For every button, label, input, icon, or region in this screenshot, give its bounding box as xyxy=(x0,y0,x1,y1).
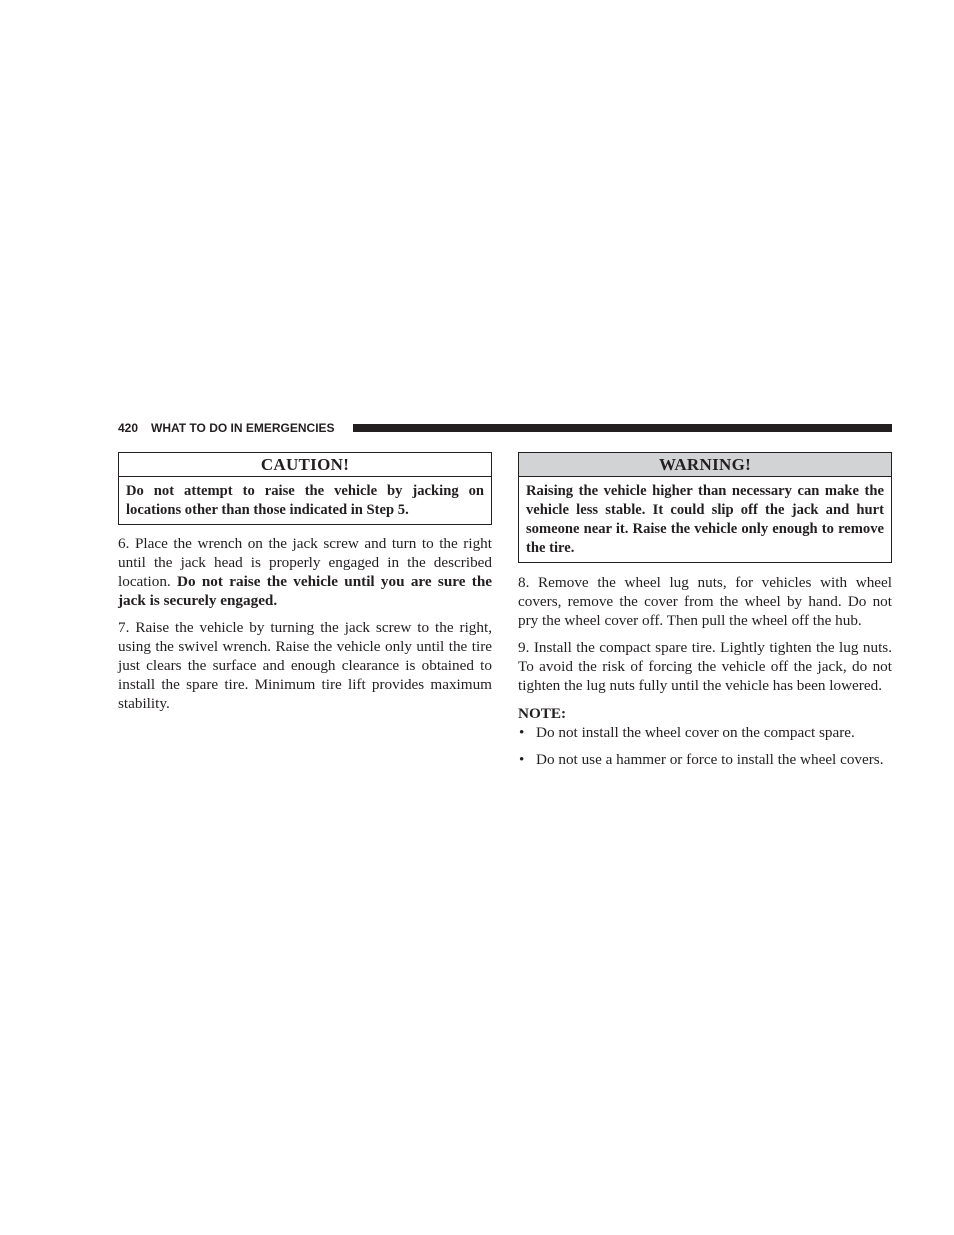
note-item-text: Do not install the wheel cover on the compact spare. xyxy=(536,724,855,741)
step-6-text: 6. Place the wrench on the jack screw and turn to the right until the jack head is properly engaged in the described location. xyxy=(118,535,492,590)
note-item xyxy=(518,723,892,742)
caution-text: Do not attempt to raise the vehicle by jacking on locations other than those indicated in Step 5. xyxy=(126,483,484,518)
note-item xyxy=(518,750,892,769)
header-rule xyxy=(353,424,892,432)
bullet-icon: • xyxy=(519,724,525,741)
note-label: NOTE: xyxy=(518,705,567,722)
warning-text: Raising the vehicle higher than necessary can make the vehicle less stable. It could slip off the jack and hurt someone near it. Raise the vehicle only enough to remove the tire. xyxy=(526,483,884,556)
bullet-icon: • xyxy=(519,751,525,768)
step-6 xyxy=(118,534,492,610)
left-column xyxy=(118,452,492,713)
caution-box xyxy=(118,452,492,525)
step-9: 9. Install the compact spare tire. Lightly tighten the lug nuts. To avoid the risk of forcing the vehicle off the jack, do not tighten the lug nuts fully until the vehicle has been lowered. xyxy=(518,639,892,694)
page-number: 420 xyxy=(118,421,139,435)
note-list xyxy=(518,723,892,769)
page-header xyxy=(118,420,892,436)
right-column xyxy=(518,452,892,769)
step-8: 8. Remove the wheel lug nuts, for vehicles with wheel covers, remove the cover from the wheel by hand. Do not pry the wheel cover off. Then pull the wheel off the hub. xyxy=(518,574,892,629)
section-title: WHAT TO DO IN EMERGENCIES xyxy=(151,421,335,435)
note-item-text: Do not use a hammer or force to install the wheel covers. xyxy=(536,751,884,768)
warning-title: WARNING! xyxy=(519,453,891,477)
step-6-bold: Do not raise the vehicle until you are sure the jack is securely engaged. xyxy=(118,573,493,609)
warning-box xyxy=(518,452,892,563)
step-7: 7. Raise the vehicle by turning the jack screw to the right, using the swivel wrench. Raise the vehicle only until the tire just clears the surface and enough clearance is obtained to install the spare tire. Minimum tire lift provides maximum stability. xyxy=(118,619,492,712)
caution-title: CAUTION! xyxy=(119,453,491,477)
